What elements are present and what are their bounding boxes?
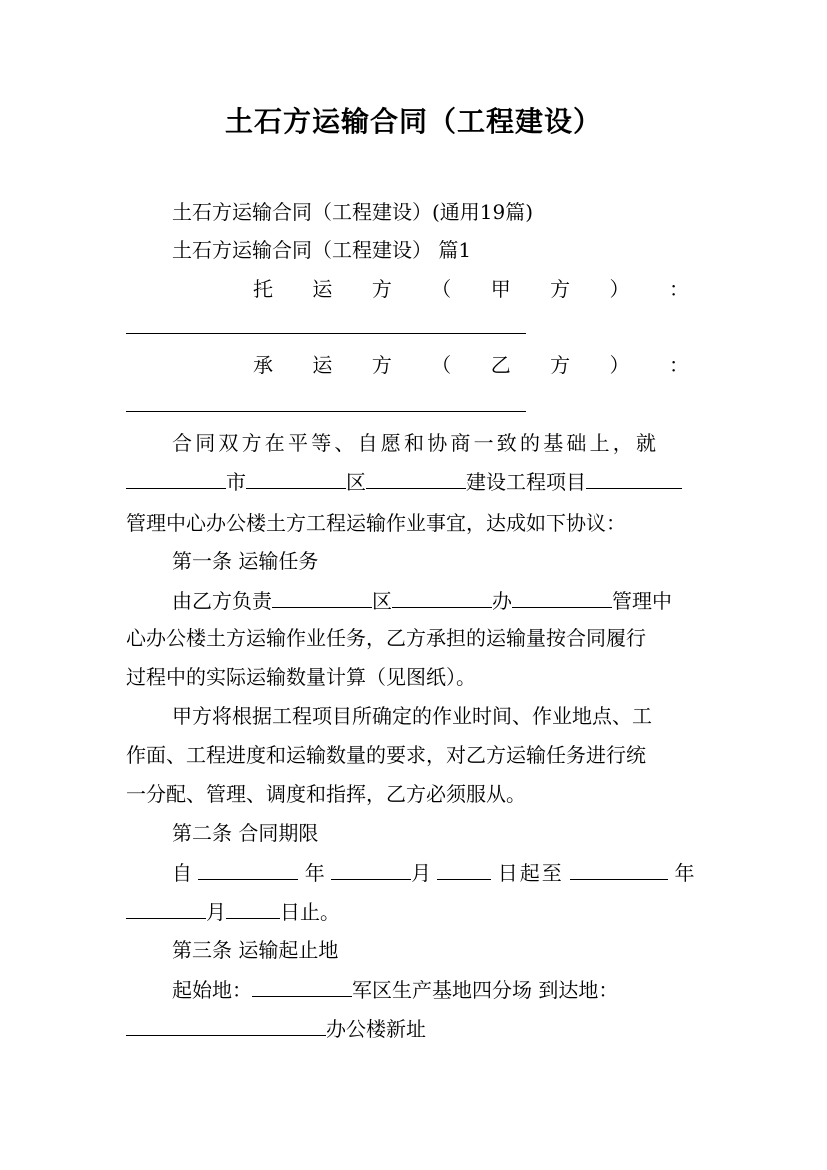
blank bbox=[126, 1015, 326, 1036]
article-1-para-2-line-1: 甲方将根据工程项目所确定的作业时间、作业地点、工 bbox=[172, 704, 652, 728]
blank bbox=[126, 468, 226, 489]
blank bbox=[512, 587, 612, 608]
article-1-para-2-line-2: 作面、工程进度和运输数量的要求，对乙方运输任务进行统 bbox=[126, 743, 646, 767]
party-b-blank bbox=[126, 411, 526, 412]
article-3-heading: 第三条 运输起止地 bbox=[172, 938, 339, 962]
article-2-heading: 第二条 合同期限 bbox=[172, 821, 319, 845]
blank bbox=[272, 587, 372, 608]
article-1-line-3: 过程中的实际运输数量计算（见图纸）。 bbox=[126, 665, 476, 689]
article-2-line-2: 月 日止。 bbox=[126, 898, 702, 925]
article-3-line-1: 起始地： 军区生产基地四分场 到达地： bbox=[172, 978, 619, 1002]
blank bbox=[392, 587, 492, 608]
paragraph-1-line-2: 市 区 建设工程项目 bbox=[126, 468, 702, 495]
blank bbox=[246, 468, 346, 489]
article-1-para-2-line-3: 一分配、管理、调度和指挥，乙方必须服从。 bbox=[126, 782, 526, 806]
paragraph-1-line-1: 合同双方在平等、自愿和协商一致的基础上，就 bbox=[172, 431, 660, 455]
blank bbox=[126, 898, 206, 919]
article-1-line-2: 心办公楼土方运输作业任务，乙方承担的运输量按合同履行 bbox=[126, 626, 646, 650]
article-1-line-1: 由乙方负责 区 办 管理中 bbox=[172, 589, 672, 613]
section-heading: 土石方运输合同（工程建设） 篇1 bbox=[172, 238, 472, 262]
subtitle: 土石方运输合同（工程建设）(通用19篇) bbox=[172, 200, 534, 224]
article-3-line-2: 办公楼新址 bbox=[126, 1015, 702, 1042]
party-a-line: 托 运 方 （ 甲 方 ） ： bbox=[253, 277, 689, 301]
blank bbox=[252, 976, 352, 997]
blank bbox=[226, 898, 280, 919]
blank bbox=[570, 859, 668, 880]
document-title: 土石方运输合同（工程建设） bbox=[224, 105, 602, 138]
blank bbox=[586, 468, 682, 489]
party-a-blank bbox=[126, 333, 526, 334]
blank bbox=[198, 859, 298, 880]
blank bbox=[437, 859, 491, 880]
article-2-line-1: 自 年 月 日起至 年 bbox=[172, 861, 695, 885]
blank bbox=[331, 859, 411, 880]
blank bbox=[366, 468, 466, 489]
party-b-line: 承 运 方 （ 乙 方 ） ： bbox=[253, 353, 689, 377]
article-1-heading: 第一条 运输任务 bbox=[172, 549, 319, 573]
paragraph-1-line-3: 管理中心办公楼土方工程运输作业事宜，达成如下协议： bbox=[126, 511, 626, 535]
